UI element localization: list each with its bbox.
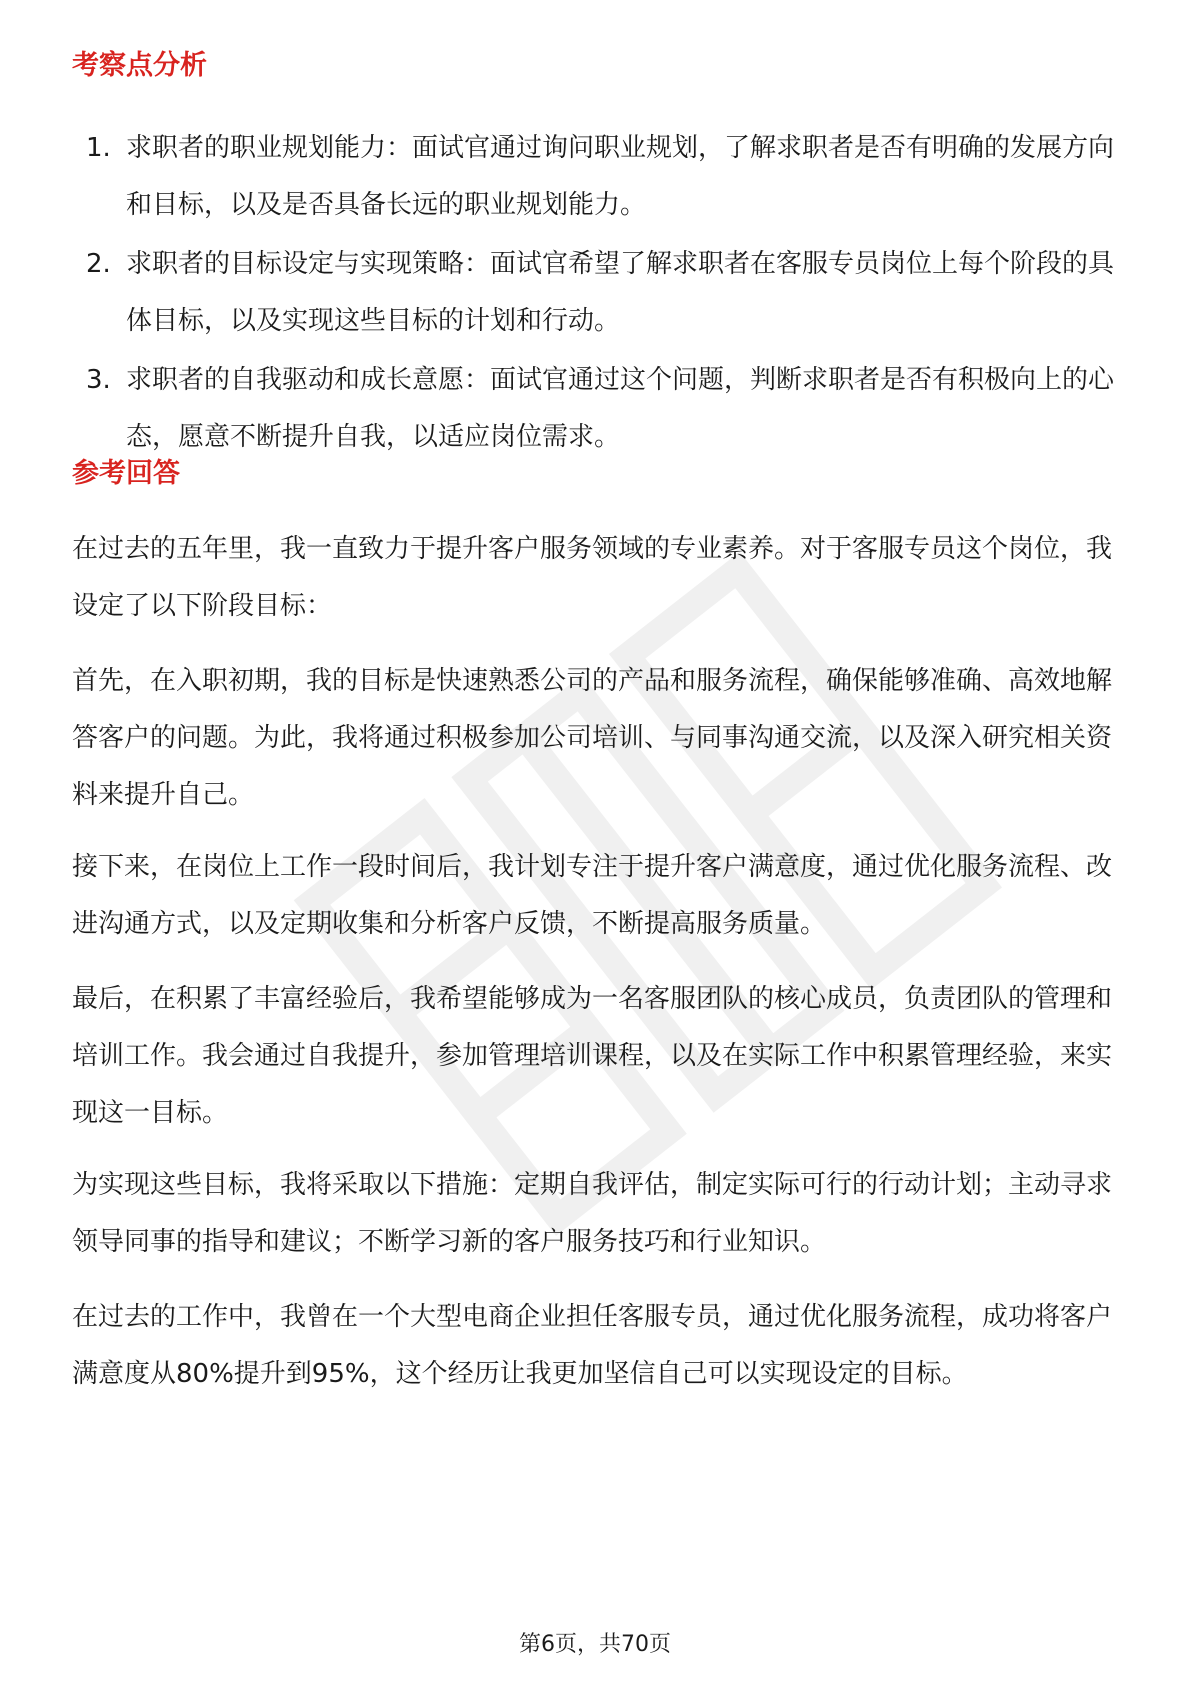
answer-paragraph: 首先，在入职初期，我的目标是快速熟悉公司的产品和服务流程，确保能够准确、高效地解答客户的问题。为此，我将通过积极参加公司培训、与同事沟通交流，以及深入研究相关资料来提升自己。 [72,666,1113,810]
list-number: 3. [86,365,111,395]
answer-paragraph: 在过去的工作中，我曾在一个大型电商企业担任客服专员，通过优化服务流程，成功将客户满意度从80%提升到95%，这个经历让我更加坚信自己可以实现设定的目标。 [72,1302,1113,1389]
analysis-heading: 考察点分析 [72,50,207,81]
list-number: 2. [86,249,111,279]
list-item [72,236,1122,350]
list-item-text: 求职者的自我驱动和成长意愿：面试官通过这个问题，判断求职者是否有积极向上的心态，愿意不断提升自我，以适应岗位需求。 [126,365,1115,452]
list-item [72,120,1122,234]
analysis-list [72,120,1122,468]
answer-paragraph: 为实现这些目标，我将采取以下措施：定期自我评估，制定实际可行的行动计划；主动寻求领导同事的指导和建议；不断学习新的客户服务技巧和行业知识。 [72,1170,1113,1257]
list-item-text: 求职者的职业规划能力：面试官通过询问职业规划，了解求职者是否有明确的发展方向和目标，以及是否具备长远的职业规划能力。 [126,133,1115,220]
list-number: 1. [86,133,111,163]
list-item-text: 求职者的目标设定与实现策略：面试官希望了解求职者在客服专员岗位上每个阶段的具体目标，以及实现这些目标的计划和行动。 [126,249,1115,336]
answer-paragraph: 在过去的五年里，我一直致力于提升客户服务领域的专业素养。对于客服专员这个岗位，我设定了以下阶段目标： [72,534,1113,621]
answer-heading: 参考回答 [72,458,180,489]
answer-paragraph: 接下来，在岗位上工作一段时间后，我计划专注于提升客户满意度，通过优化服务流程、改进沟通方式，以及定期收集和分析客户反馈，不断提高服务质量。 [72,852,1113,939]
page-footer: 第6页，共70页 [519,1632,671,1657]
answer-paragraph: 最后，在积累了丰富经验后，我希望能够成为一名客服团队的核心成员，负责团队的管理和培训工作。我会通过自我提升，参加管理培训课程，以及在实际工作中积累管理经验，来实现这一目标。 [72,984,1113,1128]
list-item [72,352,1122,466]
